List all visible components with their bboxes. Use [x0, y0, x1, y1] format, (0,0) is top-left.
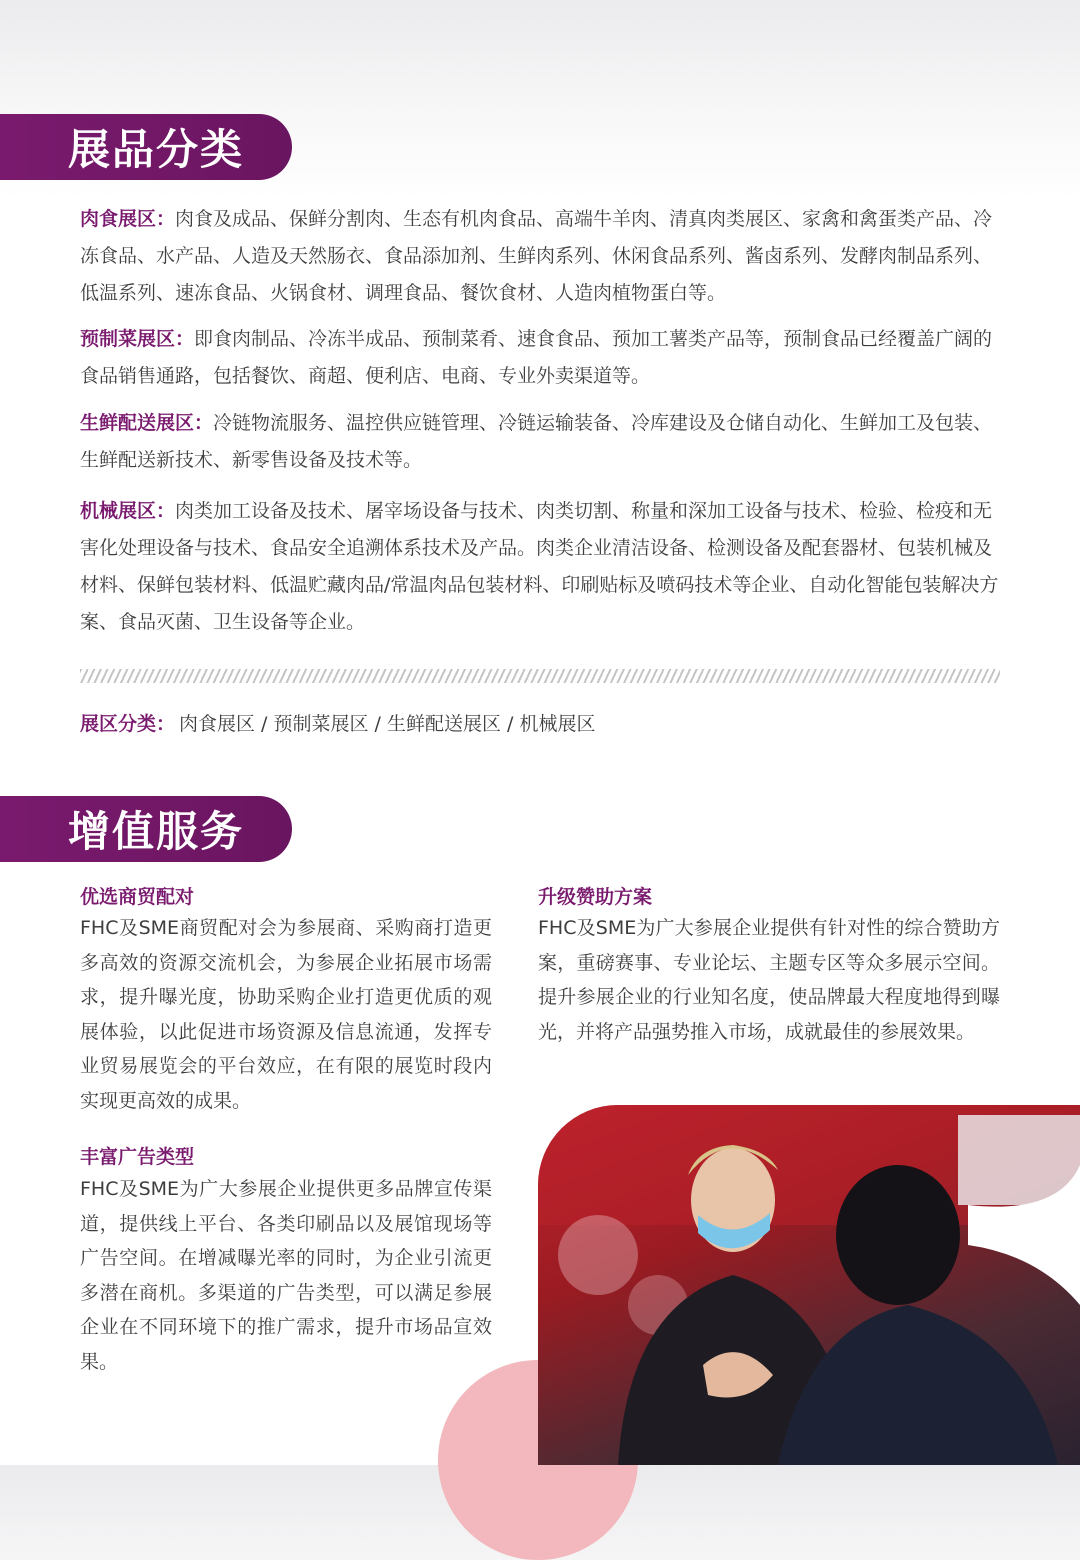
- section-title: 展品分类: [68, 125, 245, 174]
- category-label: 预制菜展区：: [80, 328, 195, 350]
- category-paragraph-fresh-delivery: [80, 405, 1005, 479]
- section-banner-exhibit-categories: [0, 114, 292, 180]
- category-paragraph-meat: [80, 201, 1005, 312]
- service-title-business-matching: 优选商贸配对: [80, 886, 195, 908]
- service-text-business-matching: FHC及SME商贸配对会为参展商、采购商打造更多高效的资源交流机会，为参展企业拓展市场需求，提升曝光度，协助采购企业打造更优质的观展体验，以此促进市场资源及信息流通，发挥专业贸易展览会的平台效应，在有限的展览时段内实现更高效的成果。: [80, 917, 492, 1112]
- service-text-sponsorship: FHC及SME为广大参展企业提供有针对性的综合赞助方案，重磅赛事、专业论坛、主题专区等众多展示空间。提升参展企业的行业知名度，使品牌最大程度地得到曝光，并将产品强势推入市场，成就最佳的参展效果。: [538, 917, 1000, 1043]
- exhibition-photo: [538, 1105, 1080, 1465]
- category-text: 冷链物流服务、温控供应链管理、冷链运输装备、冷库建设及仓储自动化、生鲜加工及包装、生鲜配送新技术、新零售设备及技术等。: [80, 412, 993, 471]
- classification-text: 肉食展区 / 预制菜展区 / 生鲜配送展区 / 机械展区: [179, 713, 596, 735]
- classification-line: [80, 709, 595, 736]
- service-text-advertising: FHC及SME为广大参展企业提供更多品牌宣传渠道，提供线上平台、各类印刷品以及展馆现场等广告空间。在增减曝光率的同时，为企业引流更多潜在商机。多渠道的广告类型，可以满足参展企业在不同环境下的推广需求，提升市场品宣效果。: [80, 1178, 492, 1373]
- category-label: 机械展区：: [80, 500, 176, 522]
- exhibition-photo-illustration: [538, 1105, 1080, 1465]
- section-title: 增值服务: [68, 807, 245, 856]
- category-text: 即食肉制品、冷冻半成品、预制菜肴、速食食品、预加工薯类产品等，预制食品已经覆盖广阔的食品销售通路，包括餐饮、商超、便利店、电商、专业外卖渠道等。: [80, 328, 993, 387]
- section-banner-value-added-services: [0, 796, 292, 862]
- category-paragraph-prepared-food: [80, 321, 1005, 395]
- category-text: 肉食及成品、保鲜分割肉、生态有机肉食品、高端牛羊肉、清真肉类展区、家禽和禽蛋类产品、冷冻食品、水产品、人造及天然肠衣、食品添加剂、生鲜肉系列、休闲食品系列、酱卤系列、发酵肉制品系列、低温系列、速冻食品、火锅食材、调理食品、餐饮食材、人造肉植物蛋白等。: [80, 208, 993, 304]
- classification-label: 展区分类：: [80, 713, 176, 735]
- service-title-sponsorship: 升级赞助方案: [538, 886, 653, 908]
- category-label: 肉食展区：: [80, 208, 176, 230]
- service-title-advertising: 丰富广告类型: [80, 1146, 195, 1168]
- category-label: 生鲜配送展区：: [80, 412, 214, 434]
- category-paragraph-machinery: [80, 493, 1005, 641]
- hatched-divider: [80, 669, 1000, 683]
- category-text: 肉类加工设备及技术、屠宰场设备与技术、肉类切割、称量和深加工设备与技术、检验、检疫和无害化处理设备与技术、食品安全追溯体系技术及产品。肉类企业清洁设备、检测设备及配套器材、包装机械及材料、保鲜包装材料、低温贮藏肉品/常温肉品包装材料、印刷贴标及喷码技术等企业、自动化智能包装解决方案、食品灭菌、卫生设备等企业。: [80, 500, 999, 633]
